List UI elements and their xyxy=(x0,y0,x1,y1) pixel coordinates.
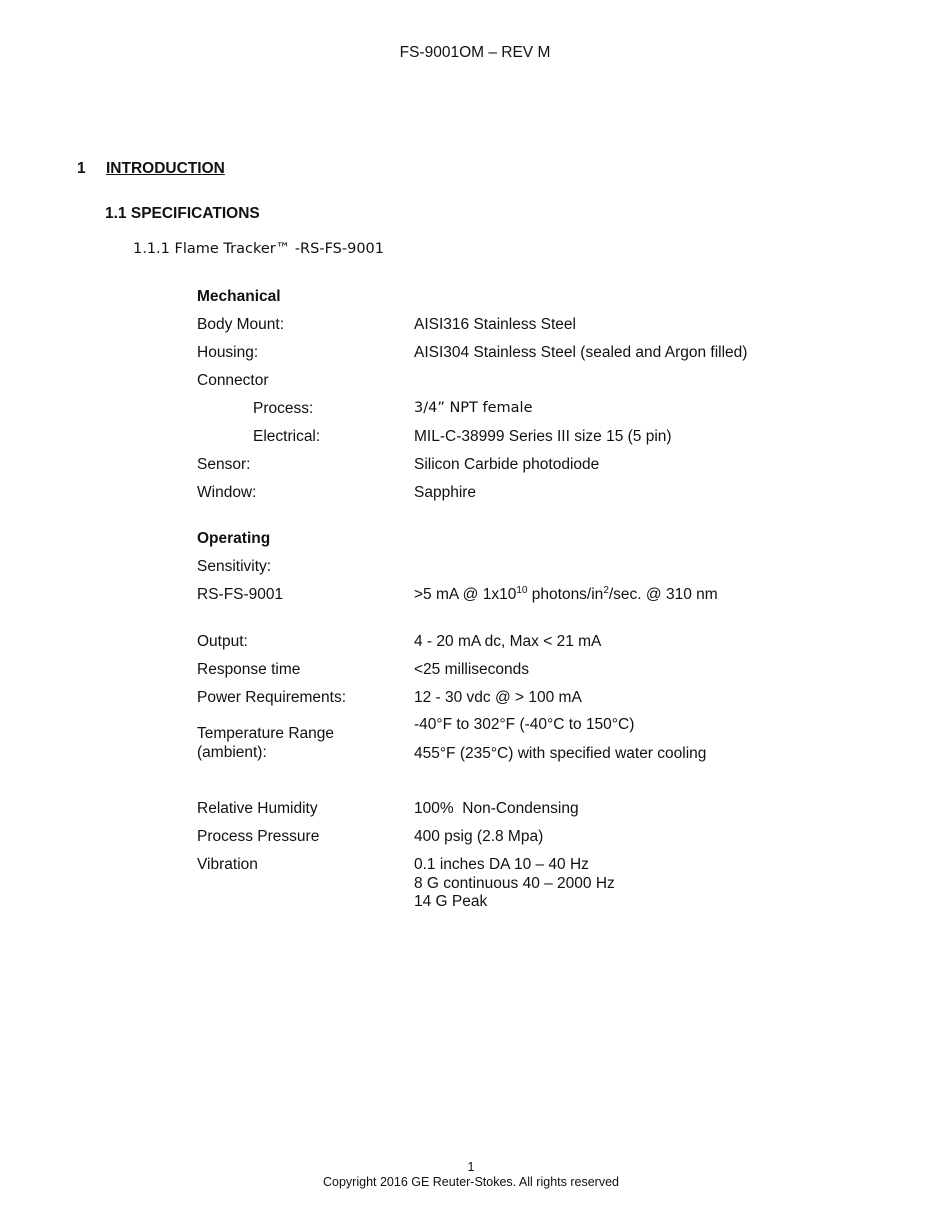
window-label: Window: xyxy=(197,484,257,501)
temperature-range-value-2: 455°F (235°C) with specified water cooling xyxy=(414,745,707,762)
window-value: Sapphire xyxy=(414,484,477,501)
housing-value: AISI304 Stainless Steel (sealed and Argon filled) xyxy=(414,344,748,361)
page-number: 1 xyxy=(467,1160,475,1174)
sensitivity-label: Sensitivity: xyxy=(197,558,272,575)
output-value: 4 - 20 mA dc, Max < 21 mA xyxy=(414,633,602,650)
relative-humidity-value: 100% Non-Condensing xyxy=(414,800,579,817)
vibration-value-1: 0.1 inches DA 10 – 40 Hz xyxy=(414,856,589,873)
temperature-range-value-1: -40°F to 302°F (-40°C to 150°C) xyxy=(414,716,635,733)
response-time-label: Response time xyxy=(197,661,301,678)
electrical-label: Electrical: xyxy=(253,428,321,445)
output-label: Output: xyxy=(197,633,248,650)
body-mount-label: Body Mount: xyxy=(197,316,285,333)
process-value: 3/4” NPT female xyxy=(414,400,533,416)
subsection-title: 1.1 SPECIFICATIONS xyxy=(105,205,260,222)
subsubsection-title: 1.1.1 Flame Tracker™ -RS-FS-9001 xyxy=(133,241,384,257)
process-pressure-value: 400 psig (2.8 Mpa) xyxy=(414,828,544,845)
vibration-label: Vibration xyxy=(197,856,258,873)
body-mount-value: AISI316 Stainless Steel xyxy=(414,316,576,333)
sensitivity-value-part-a: >5 mA @ 1x10 xyxy=(414,586,517,603)
temperature-range-label-line2: (ambient): xyxy=(197,744,267,761)
connector-label: Connector xyxy=(197,372,269,389)
section-number: 1 xyxy=(77,160,86,177)
sensitivity-exponent: 10 xyxy=(516,584,528,596)
sensitivity-value-part-b: photons/in xyxy=(527,586,604,603)
relative-humidity-label: Relative Humidity xyxy=(197,800,318,817)
process-label: Process: xyxy=(253,400,314,417)
sensor-value: Silicon Carbide photodiode xyxy=(414,456,600,473)
vibration-value-3: 14 G Peak xyxy=(414,893,488,910)
power-requirements-label: Power Requirements: xyxy=(197,689,347,706)
operating-heading: Operating xyxy=(197,530,271,547)
section-title: INTRODUCTION xyxy=(106,160,225,177)
electrical-value: MIL-C-38999 Series III size 15 (5 pin) xyxy=(414,428,672,445)
document-header: FS-9001OM – REV M xyxy=(399,44,551,61)
response-time-value: <25 milliseconds xyxy=(414,661,530,678)
power-requirements-value: 12 - 30 vdc @ > 100 mA xyxy=(414,689,582,706)
temperature-range-label-line1: Temperature Range xyxy=(197,725,334,742)
mechanical-heading: Mechanical xyxy=(197,288,281,305)
sensitivity-area-exponent: 2 xyxy=(603,584,609,596)
vibration-value-2: 8 G continuous 40 – 2000 Hz xyxy=(414,875,615,892)
sensitivity-value-part-c: /sec. @ 310 nm xyxy=(608,586,718,603)
copyright-notice: Copyright 2016 GE Reuter-Stokes. All rights reserved xyxy=(323,1175,619,1189)
model-label: RS-FS-9001 xyxy=(197,586,284,603)
sensor-label: Sensor: xyxy=(197,456,251,473)
process-pressure-label: Process Pressure xyxy=(197,828,320,845)
sensitivity-value xyxy=(414,586,718,604)
housing-label: Housing: xyxy=(197,344,259,361)
